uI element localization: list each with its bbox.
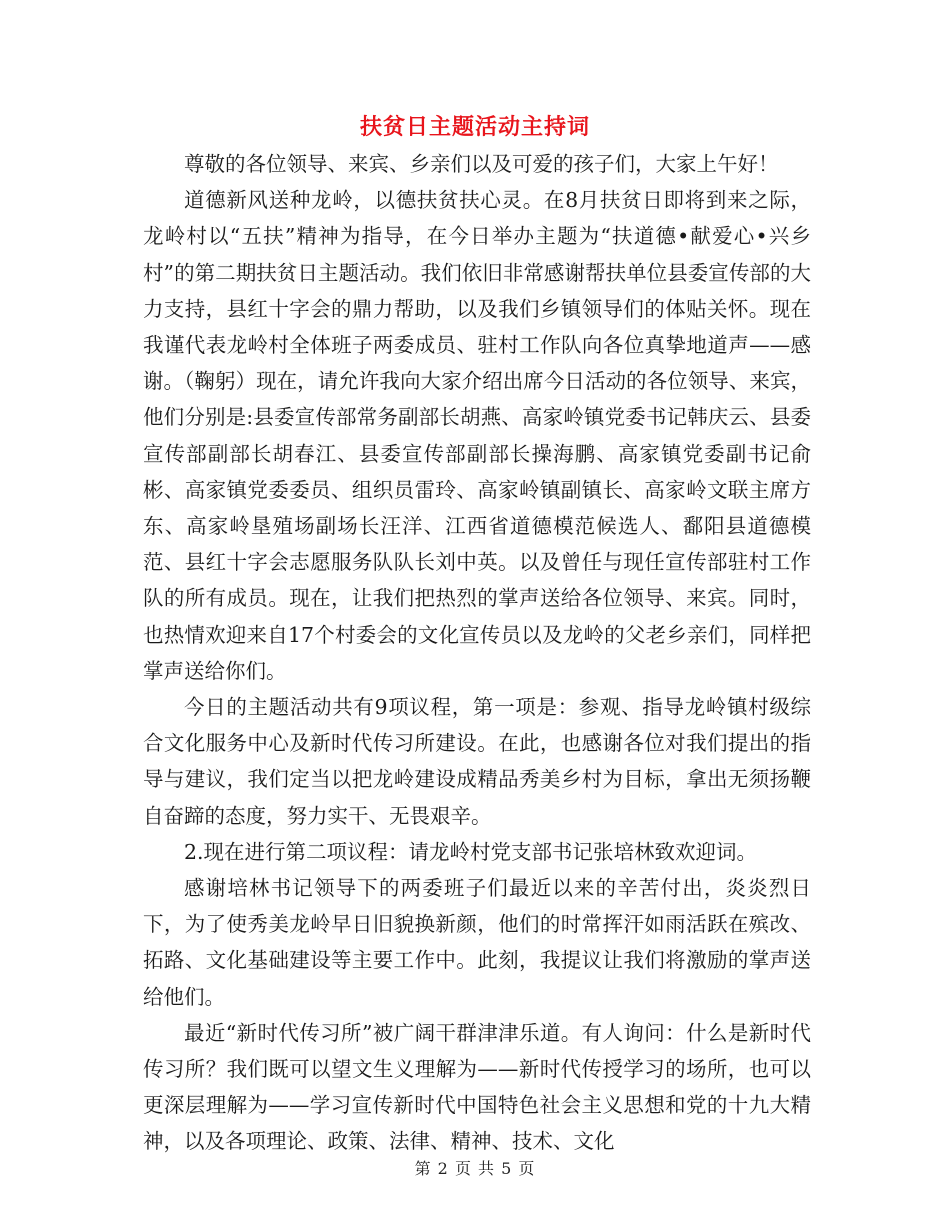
- paragraph-greeting: 尊敬的各位领导、来宾、乡亲们以及可爱的孩子们，大家上午好！: [184, 152, 779, 176]
- document-title: 扶贫日主题活动主持词: [359, 114, 590, 140]
- paragraph-thanks: 感谢培林书记领导下的两委班子们最近以来的辛苦付出，炎炎烈日下，为了使秀美龙岭早日旧貌换新颜，他们的时常挥汗如雨活跃在殡改、拓路、文化基础建设等主要工作中。此刻，我提议让我们将激励的掌声送给他们。: [143, 876, 811, 1009]
- paragraph-introduction: 道德新风送种龙岭，以德扶贫扶心灵。在8月扶贫日即将到来之际，龙岭村以“五扶”精神为指导，在今日举办主题为“扶道德•献爱心•兴乡村”的第二期扶贫日主题活动。我们依旧非常感谢帮扶单位县委宣传部的大力支持，县红十字会的鼎力帮助，以及我们乡镇领导们的体贴关怀。现在我谨代表龙岭村全体班子两委成员、驻村工作队向各位真挚地道声——感谢。（鞠躬）现在，请允许我向大家介绍出席今日活动的各位领导、来宾，他们分别是:县委宣传部常务副部长胡燕、高家岭镇党委书记韩庆云、县委宣传部副部长胡春江、县委宣传部副部长操海鹏、高家镇党委副书记俞彬、高家镇党委委员、组织员雷玲、高家岭镇副镇长、高家岭文联主席方东、高家岭垦殖场副场长汪洋、江西省道德模范候选人、鄱阳县道德模范、县红十字会志愿服务队队长刘中英。以及曾任与现任宣传部驻村工作队的所有成员。现在，让我们把热烈的掌声送给各位领导、来宾。同时，也热情欢迎来自17个村委会的文化宣传员以及龙岭的父老乡亲们，同样把掌声送给你们。: [143, 188, 811, 683]
- paragraph-chuanxisuo: 最近“新时代传习所”被广阔干群津津乐道。有人询问：什么是新时代传习所？我们既可以望文生义理解为——新时代传授学习的场所，也可以更深层理解为——学习宣传新时代中国特色社会主义思想和党的十九大精神，以及各项理论、政策、法律、精神、技术、文化: [143, 1020, 811, 1154]
- page-number-footer: 第 2 页 共 5 页: [414, 1159, 536, 1178]
- paragraph-agenda-second: 2.现在进行第二项议程：请龙岭村党支部书记张培林致欢迎词。: [184, 839, 758, 864]
- paragraph-agenda-first: 今日的主题活动共有9项议程，第一项是：参观、指导龙岭镇村级综合文化服务中心及新时代传习所建设。在此，也感谢各位对我们提出的指导与建议，我们定当以把龙岭建设成精品秀美乡村为目标，拿出无须扬鞭自奋蹄的态度，努力实干、无畏艰辛。: [143, 695, 811, 828]
- document-body: [143, 146, 811, 1160]
